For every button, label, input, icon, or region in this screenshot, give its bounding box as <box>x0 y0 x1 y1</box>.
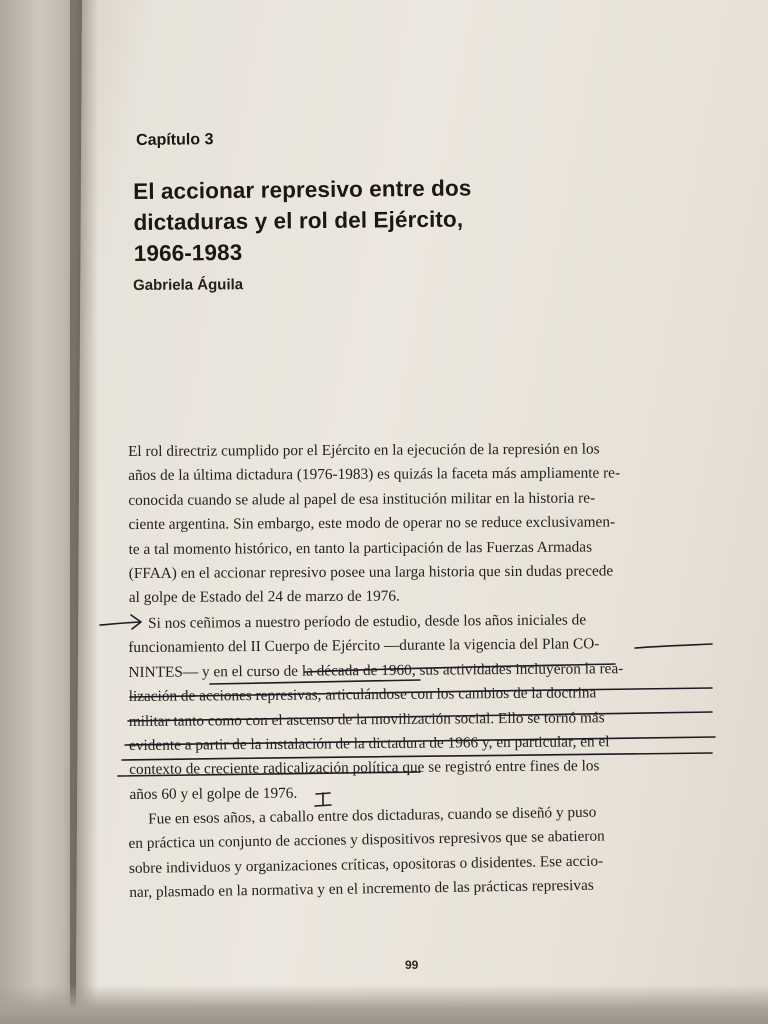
text-line: El rol directriz cumplido por el Ejército en la ejecución de la represión en los <box>128 440 600 460</box>
paragraph-3 <box>128 799 714 906</box>
page-number: 99 <box>405 958 419 972</box>
title-line: 1966-1983 <box>133 239 243 266</box>
chapter-title <box>133 171 604 269</box>
title-line: dictaduras y el rol del Ejército, <box>133 206 464 235</box>
text-line: te a tal momento histórico, en tanto la participación de las Fuerzas Armadas <box>128 538 593 558</box>
text-line: contexto de creciente radicalización política que se registró entre fines de los <box>129 757 600 779</box>
text-line: Fue en esos años, a caballo entre dos dictaduras, cuando se diseñó y puso <box>148 803 597 828</box>
binding-shadow <box>70 0 98 1024</box>
text-line: nar, plasmado en la normativa y en el incremento de las prácticas represivas <box>129 876 594 902</box>
text-line: NINTES— y en el curso de la década de 1960, sus actividades incluyeron la rea- <box>128 659 624 681</box>
text-line: años 60 y el golpe de 1976. <box>129 784 298 803</box>
text-line: militar tanto como con el ascenso de la movilización social. Ello se tornó más <box>128 708 605 730</box>
text-line: sobre individuos y organizaciones críticas, opositoras o disidentes. Ese accio- <box>128 852 604 877</box>
author-name: Gabriela Águila <box>133 276 244 294</box>
text-line: en práctica un conjunto de acciones y dispositivos represivos que se abatieron <box>128 827 605 853</box>
chapter-label: Capítulo 3 <box>136 131 214 149</box>
page-bottom-edge <box>0 985 768 1024</box>
text-line: funcionamiento del II Cuerpo de Ejército —durante la vigencia del Plan CO- <box>128 635 600 657</box>
paragraph-2 <box>128 607 715 807</box>
text-line: conocida cuando se alude al papel de esa institución militar en la historia re- <box>128 489 596 509</box>
paragraph-1 <box>128 437 714 611</box>
title-line: El accionar represivo entre dos <box>133 175 472 204</box>
text-line: Si nos ceñimos a nuestro período de estudio, desde los años iniciales de <box>148 611 587 632</box>
text-line: lización de acciones represivas, articulándose con los cambios de la doctrina <box>128 684 597 706</box>
text-line: evidente a partir de la instalación de la dictadura de 1966 y, en particular, en el <box>128 733 610 754</box>
text-line: (FFAA) en el accionar represivo posee una larga historia que sin dudas precede <box>128 562 614 582</box>
text-line: al golpe de Estado del 24 de marzo de 1976. <box>128 587 400 607</box>
text-line: años de la última dictadura (1976-1983) es quizás la faceta más ampliamente re- <box>128 464 621 485</box>
text-line: ciente argentina. Sin embargo, este modo de operar no se reduce exclusivamen- <box>128 513 616 534</box>
